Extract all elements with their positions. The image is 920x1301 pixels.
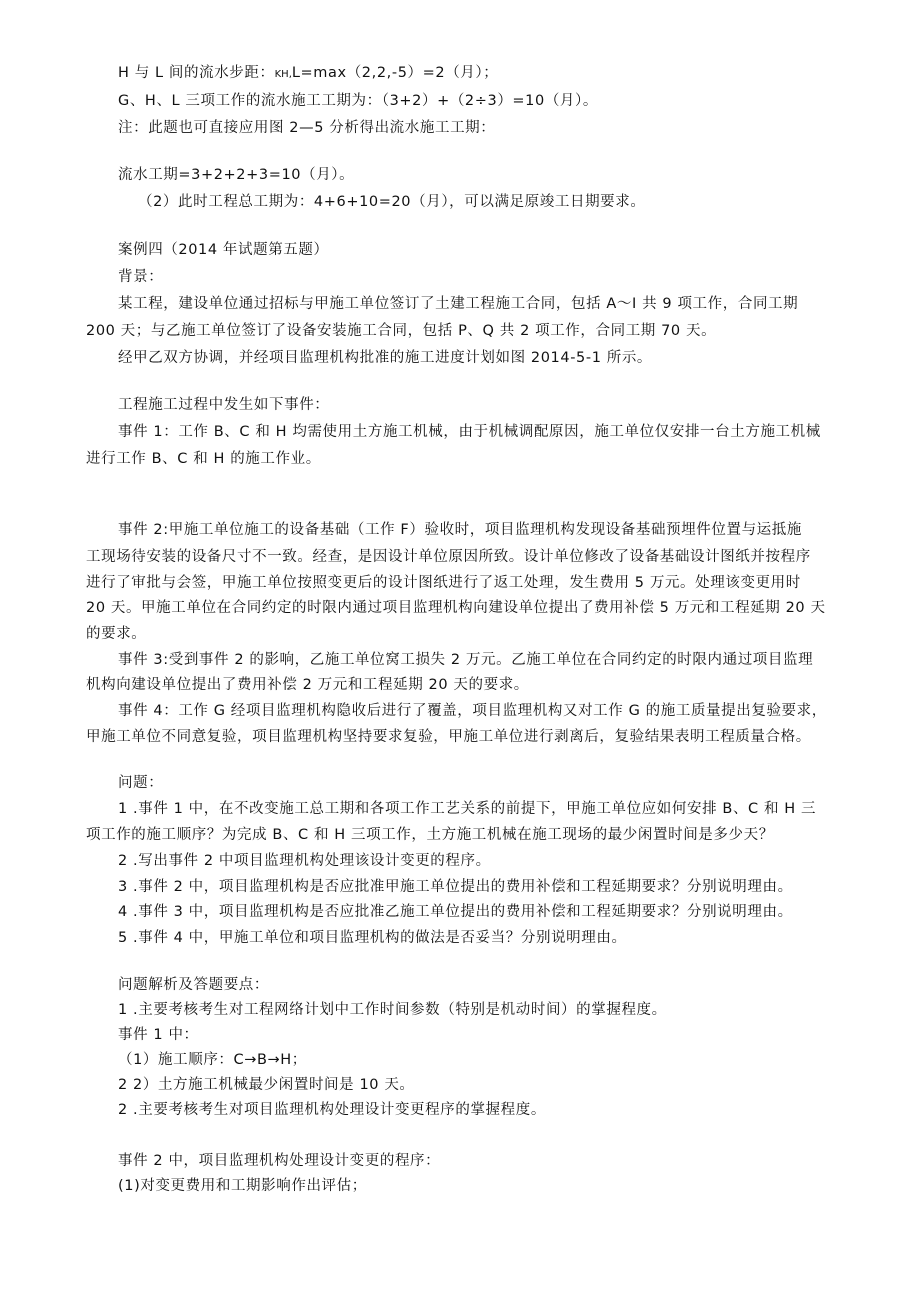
question-line: 项工作的施工顺序？为完成 B、C 和 H 三项工作，土方施工机械在施工现场的最少闲置时间是多少天？ xyxy=(86,827,774,843)
question-line: 3 .事件 2 中，项目监理机构是否应批准甲施工单位提出的费用补偿和工程延期要求？分别说明理由。 xyxy=(118,879,793,895)
question-line: 5 .事件 4 中，甲施工单位和项目监理机构的做法是否妥当？分别说明理由。 xyxy=(118,930,627,946)
text-line: 工现场待安装的设备尺寸不一致。经查，是因设计单位原因所致。设计单位修改了设备基础设计图纸并按程序 xyxy=(86,549,811,565)
text-line: 事件 4：工作 G 经项目监理机构隐收后进行了覆盖，项目监理机构又对工作 G 的施工质量提出复验要求， xyxy=(118,703,827,719)
text-line: 甲施工单位不同意复验，项目监理机构坚持要求复验，甲施工单位进行剥离后，复验结果表明工程质量合格。 xyxy=(86,729,811,745)
text-line: 某工程，建设单位通过招标与甲施工单位签订了土建工程施工合同，包括 A～I 共 9 项工作，合同工期 xyxy=(118,296,799,312)
text-line: H 与 L 间的流水步距：KH,L=max（2,2,-5）=2（月）； xyxy=(118,65,499,81)
text-line: 背景： xyxy=(118,269,164,285)
section-heading: 问题解析及答题要点： xyxy=(118,977,269,993)
text-line: 20 天。甲施工单位在合同约定的时限内通过项目监理机构向建设单位提出了费用补偿 5 万元和工程延期 20 天 xyxy=(86,600,826,616)
subscript-k: K xyxy=(274,69,282,80)
text-line: 进行了审批与会签，甲施工单位按照变更后的设计图纸进行了返工处理，发生费用 5 万元。处理该变更用时 xyxy=(86,575,801,591)
text-line: 流水工期=3+2+2+3=10（月）。 xyxy=(118,167,355,183)
section-heading: 案例四（2014 年试题第五题） xyxy=(118,242,329,258)
question-line: 4 .事件 3 中，项目监理机构是否应批准乙施工单位提出的费用补偿和工程延期要求？分别说明理由。 xyxy=(118,904,793,920)
text-line: 经甲乙双方协调，并经项目监理机构批准的施工进度计划如图 2014-5-1 所示。 xyxy=(118,350,653,366)
text-line: 事件 2:甲施工单位施工的设备基础（工作 F）验收时，项目监理机构发现设备基础预埋件位置与运抵施 xyxy=(118,522,802,538)
answer-line: (1)对变更费用和工期影响作出评估； xyxy=(118,1178,367,1194)
text-line: 注：此题也可直接应用图 2—5 分析得出流水施工工期： xyxy=(118,120,496,136)
text-line: 200 天；与乙施工单位签订了设备安装施工合同，包括 P、Q 共 2 项工作，合同工期 70 天。 xyxy=(86,323,717,339)
answer-line: 2 2）土方施工机械最少闲置时间是 10 天。 xyxy=(118,1077,415,1093)
text-line: 的要求。 xyxy=(86,626,147,642)
section-heading: 问题： xyxy=(118,775,164,791)
question-line: 2 .写出事件 2 中项目监理机构处理该设计变更的程序。 xyxy=(118,853,491,869)
question-line: 1 .事件 1 中，在不改变施工总工期和各项工作工艺关系的前提下，甲施工单位应如何安排 B、C 和 H 三 xyxy=(118,801,817,817)
answer-line: 事件 2 中，项目监理机构处理设计变更的程序： xyxy=(118,1153,441,1169)
answer-line: 1 .主要考核考生对工程网络计划中工作时间参数（特别是机动时间）的掌握程度。 xyxy=(118,1002,667,1018)
text-line: 进行工作 B、C 和 H 的施工作业。 xyxy=(86,451,321,467)
text-line: 事件 1：工作 B、C 和 H 均需使用土方施工机械，由于机械调配原因，施工单位仅安排一台土方施工机械 xyxy=(118,424,821,440)
subscript-hl: H, xyxy=(281,69,292,80)
text-line: G、H、L 三项工作的流水施工工期为：（3+2）+（2÷3）=10（月）。 xyxy=(118,93,598,109)
text-line: 机构向建设单位提出了费用补偿 2 万元和工程延期 20 天的要求。 xyxy=(86,677,529,693)
text-line: （2）此时工程总工期为：4+6+10=20（月），可以满足原竣工日期要求。 xyxy=(138,194,646,210)
answer-line: 2 .主要考核考生对项目监理机构处理设计变更程序的掌握程度。 xyxy=(118,1102,546,1118)
text-line: 工程施工过程中发生如下事件： xyxy=(118,397,330,413)
answer-line: （1）施工顺序：C→B→H； xyxy=(118,1052,307,1068)
answer-line: 事件 1 中： xyxy=(118,1027,199,1043)
text-line: 事件 3:受到事件 2 的影响，乙施工单位窝工损失 2 万元。乙施工单位在合同约定的时限内通过项目监理 xyxy=(118,652,814,668)
